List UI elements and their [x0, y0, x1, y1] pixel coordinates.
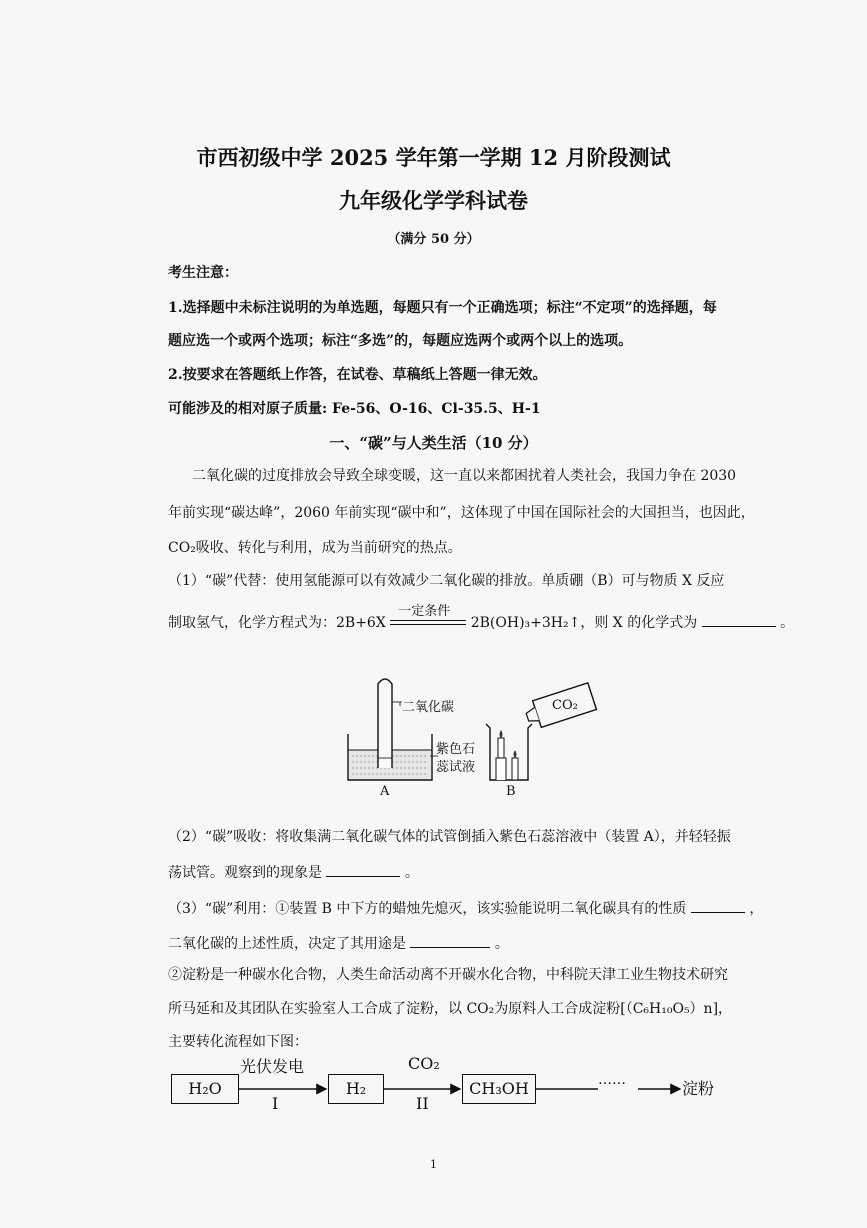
q3-line1: [168, 898, 763, 918]
q3-line2-text: 二氧化碳的上述性质，决定了其用途是: [168, 936, 406, 952]
flow-box-h2o: H₂O: [171, 1074, 239, 1104]
caption-b: B: [506, 784, 516, 799]
exam-title: 市西初级中学 2025 学年第一学期 12 月阶段测试: [196, 145, 671, 170]
apparatus-b-drawing: [480, 672, 620, 802]
q3-line2-end: 。: [494, 936, 509, 952]
q3-line2: [168, 933, 509, 953]
q2-end: 。: [404, 865, 419, 881]
apparatus-a-drawing: [340, 672, 480, 802]
q3b-line3: 主要转化流程如下图：: [168, 1034, 308, 1050]
q2-line2: [168, 862, 419, 882]
label-litmus-2: 蕊试液: [436, 760, 476, 775]
flow-dots: ……: [598, 1072, 626, 1088]
answer-blank-1[interactable]: [702, 614, 776, 627]
q1-equation-line: [168, 604, 795, 632]
exam-subtitle: 九年级化学学科试卷: [339, 188, 528, 213]
notice-item2: 2.按要求在答题纸上作答，在试卷、草稿纸上答题一律无效。: [168, 367, 547, 383]
flow-step1-top: 光伏发电: [240, 1057, 305, 1076]
q3-line1-end: ，: [749, 901, 764, 917]
notice-item1-line1: 1.选择题中未标注说明的为单选题，每题只有一个正确选项；标注“不定项”的选择题，每: [168, 300, 717, 316]
equation-condition: 一定条件: [398, 604, 451, 619]
q3b-line2: 所马延和及其团队在实验室人工合成了淀粉，以 CO₂为原料人工合成淀粉[（C₆H₁₀O₅）n]，: [168, 1001, 733, 1017]
conversion-flow: [168, 1054, 728, 1122]
intro-line2: 年前实现“碳达峰”，2060 年前实现“碳中和”，这体现了中国在国际社会的大国担当，也因此，: [168, 505, 755, 521]
apparatus-b: [480, 672, 620, 802]
label-litmus-1: 紫色石: [436, 742, 476, 757]
flow-box-h2: H₂: [328, 1074, 384, 1104]
notice-heading: 考生注意：: [168, 265, 238, 281]
q1-line1: （1）“碳”代替：使用氢能源可以有效减少二氧化碳的排放。单质硼（B）可与物质 X 反应: [168, 573, 725, 589]
intro-line1: 二氧化碳的过度排放会导致全球变暖，这一直以来都困扰着人类社会，我国力争在 2030: [192, 468, 737, 484]
equation-products: 2B(OH)₃+3H₂↑，则 X 的化学式为: [470, 615, 698, 631]
answer-blank-3[interactable]: [691, 900, 745, 913]
answer-blank-4[interactable]: [410, 935, 490, 948]
flow-arrows: [168, 1062, 728, 1122]
equation-reactants: 制取氢气，化学方程式为：2B+6X: [168, 615, 386, 631]
label-co2: 二氧化碳: [402, 700, 455, 715]
answer-blank-2[interactable]: [326, 864, 400, 877]
score-note: （满分 50 分）: [387, 232, 480, 247]
intro-line3: CO₂吸收、转化与利用，成为当前研究的热点。: [168, 540, 462, 556]
q3b-line1: ②淀粉是一种碳水化合物，人类生命活动离不开碳水化合物，中科院天津工业生物技术研究: [168, 967, 728, 983]
apparatus-a: [340, 672, 480, 802]
notice-item1-line2: 题应选一个或两个选项；标注“多选”的，每题应选两个或两个以上的选项。: [168, 333, 633, 349]
page-number: 1: [430, 1158, 437, 1171]
q2-line2-text: 荡试管。观察到的现象是: [168, 865, 322, 881]
equation-condition-sign: [390, 604, 466, 630]
flow-box-ch3oh: CH₃OH: [462, 1074, 536, 1104]
flow-step1-bottom: I: [272, 1094, 279, 1113]
bottle-label: CO₂: [552, 698, 578, 713]
flow-step2-top: CO₂: [408, 1054, 440, 1073]
flow-end-starch: 淀粉: [682, 1079, 715, 1098]
section1-heading: 一、“碳”与人类生活（10 分）: [329, 434, 538, 452]
q2-line1: （2）“碳”吸收：将收集满二氧化碳气体的试管倒插入紫色石蕊溶液中（装置 A），并轻轻振: [168, 829, 731, 845]
atomic-mass-note: 可能涉及的相对原子质量: Fe-56、O-16、Cl-35.5、H-1: [168, 401, 541, 417]
caption-a: A: [380, 784, 390, 799]
q3-line1-text: （3）“碳”利用：①装置 B 中下方的蜡烛先熄灭，该实验能说明二氧化碳具有的性质: [168, 901, 687, 917]
q1-end: 。: [780, 615, 795, 631]
flow-step2-bottom: II: [416, 1094, 429, 1113]
